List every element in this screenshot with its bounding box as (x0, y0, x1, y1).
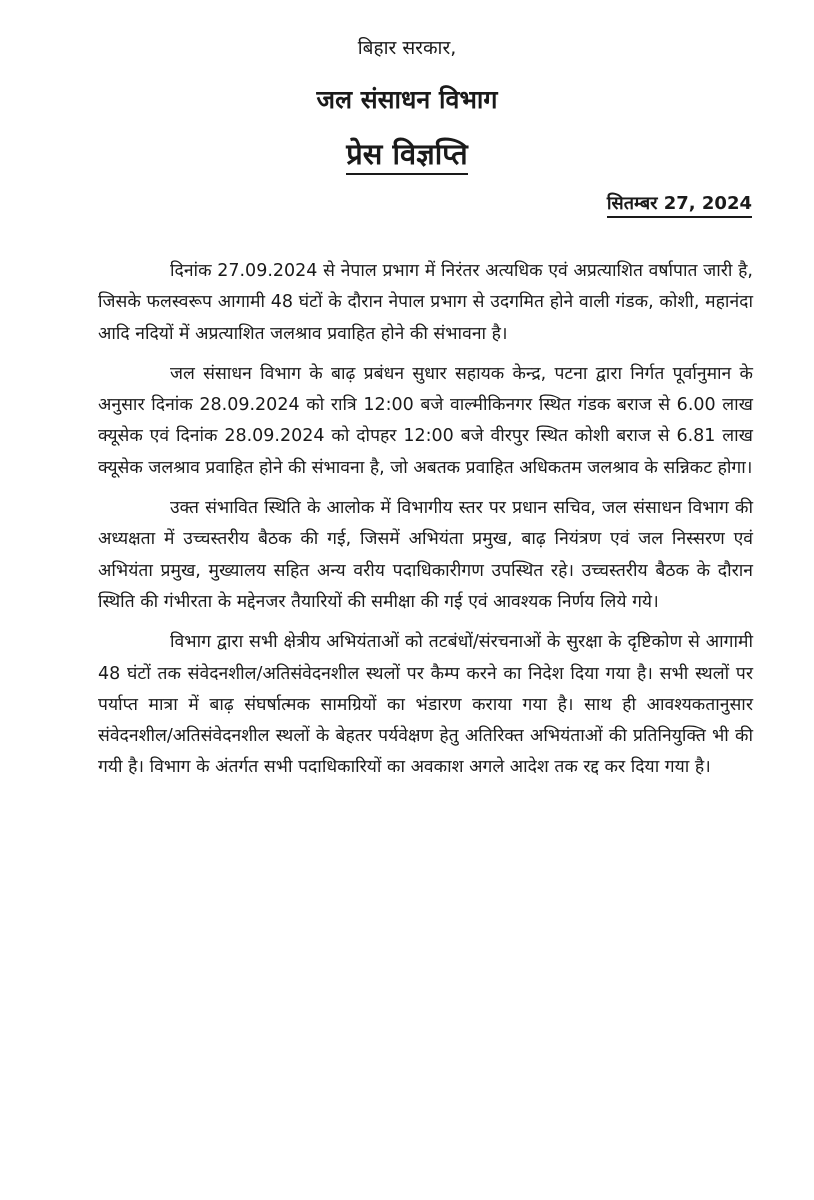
release-date: सितम्बर 27, 2024 (607, 191, 752, 218)
paragraph-3: उक्त संभावित स्थिति के आलोक में विभागीय स्तर पर प्रधान सचिव, जल संसाधन विभाग की अध्यक्षता में उच्चस्तरीय बैठक की गई, जिसमें अभियंता प्रमुख, बाढ़ नियंत्रण एवं जल निस्सरण एवं अभियंता प्रमुख, मुख्यालय सहित अन्य वरीय पदाधिकारीगण उपस्थित रहे। उच्चस्तरीय बैठक के दौरान स्थिति की गंभीरता के मद्देनजर तैयारियों की समीक्षा की गई एवं आवश्यक निर्णय लिये गये। (98, 498, 753, 612)
paragraph-1: दिनांक 27.09.2024 से नेपाल प्रभाग में निरंतर अत्यधिक एवं अप्रत्याशित वर्षापात जारी है, जिसके फलस्वरूप आगामी 48 घंटों के दौरान नेपाल प्रभाग से उदगमित होने वाली गंडक, कोशी, महानंदा आदि नदियों में अप्रत्याशित जलश्राव प्रवाहित होने की संभावना है। (98, 261, 753, 344)
department-name: जल संसाधन विभाग (316, 85, 498, 114)
release-body (98, 256, 753, 793)
government-name: बिहार सरकार, (357, 37, 457, 59)
document-title-text: प्रेस विज्ञप्ति (346, 137, 467, 175)
document-title (0, 134, 814, 173)
paragraph-4: विभाग द्वारा सभी क्षेत्रीय अभियंताओं को तटबंधों/संरचनाओं के सुरक्षा के दृष्टिकोण से आगामी 48 घंटों तक संवेदनशील/अतिसंवेदनशील स्थलों पर कैम्प करने का निदेश दिया गया है। सभी स्थलों पर पर्याप्त मात्रा में बाढ़ संघर्षात्मक सामग्रियों का भंडारण कराया गया है। साथ ही आवश्यकतानुसार संवेदनशील/अतिसंवेदनशील स्थलों के बेहतर पर्यवेक्षण हेतु अतिरिक्त अभियंताओं की प्रतिनियुक्ति भी की गयी है। विभाग के अंतर्गत सभी पदाधिकारियों का अवकाश अगले आदेश तक रद्द कर दिया गया है। (98, 632, 753, 778)
paragraph-2: जल संसाधन विभाग के बाढ़ प्रबंधन सुधार सहायक केन्द्र, पटना द्वारा निर्गत पूर्वानुमान के अनुसार दिनांक 28.09.2024 को रात्रि 12:00 बजे वाल्मीकिनगर स्थित गंडक बराज से 6.00 लाख क्यूसेक एवं दिनांक 28.09.2024 को दोपहर 12:00 बजे वीरपुर स्थित कोशी बराज से 6.81 लाख क्यूसेक जलश्राव प्रवाहित होने की संभावना है, जो अबतक प्रवाहित अधिकतम जलश्राव के सन्निकट होगा। (98, 363, 753, 478)
